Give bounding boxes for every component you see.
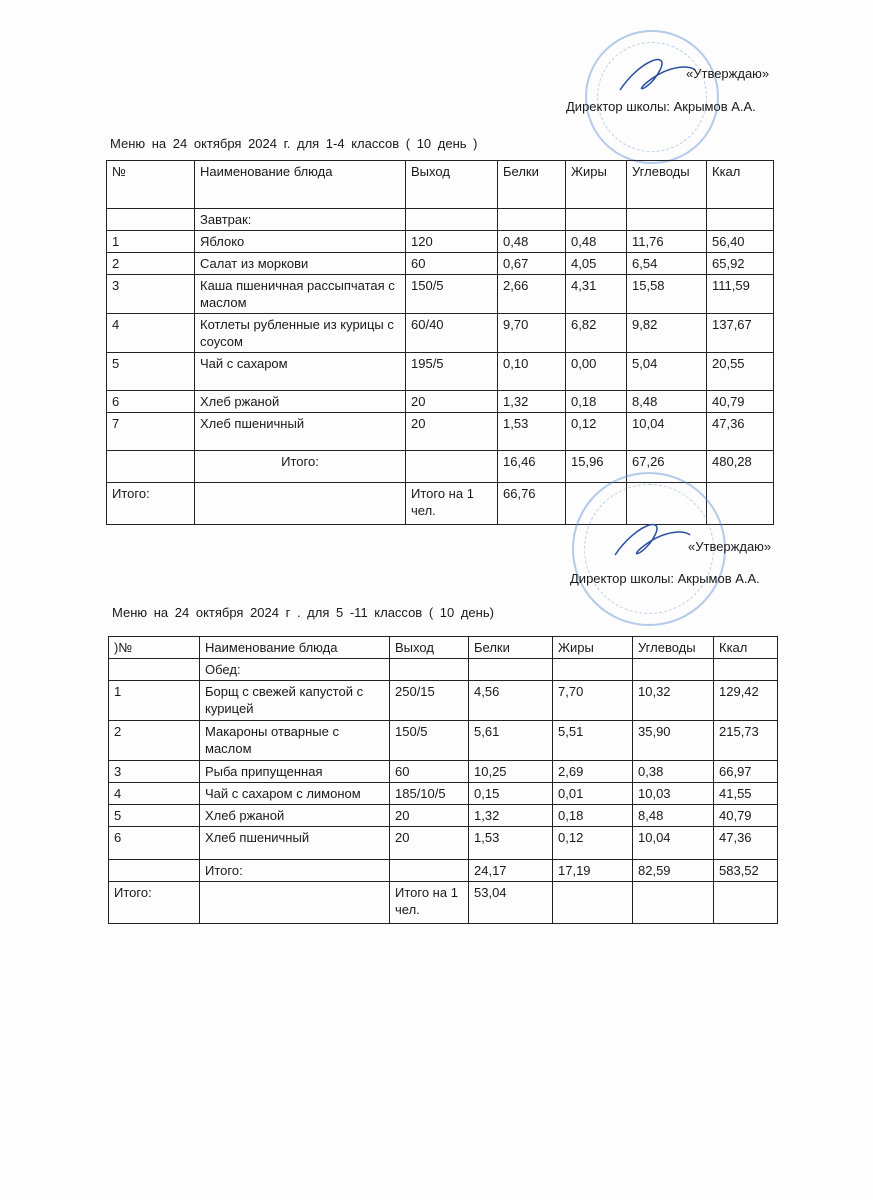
cell-number: 6 <box>109 827 200 860</box>
cell-portion: 20 <box>406 413 498 451</box>
cell-kcal: 65,92 <box>707 253 774 275</box>
header-kcal: Ккал <box>707 161 774 209</box>
cell-fats: 17,19 <box>553 860 633 882</box>
header-kcal: Ккал <box>714 637 778 659</box>
cell-dish-name: Обед: <box>200 659 390 681</box>
cell-dish-name: Итого: <box>195 451 406 483</box>
cell-fats: 0,12 <box>553 827 633 860</box>
cell-fats: 0,01 <box>553 783 633 805</box>
table-row <box>109 761 778 783</box>
cell-fats: 0,12 <box>566 413 627 451</box>
cell-portion: 60/40 <box>406 314 498 353</box>
table-row <box>107 209 774 231</box>
cell-kcal: 66,97 <box>714 761 778 783</box>
cell-number <box>109 659 200 681</box>
header-carbs: Углеводы <box>633 637 714 659</box>
cell-carbs: 67,26 <box>627 451 707 483</box>
cell-proteins: 1,53 <box>498 413 566 451</box>
cell-portion: 120 <box>406 231 498 253</box>
header-dish-name: Наименование блюда <box>200 637 390 659</box>
cell-carbs: 10,03 <box>633 783 714 805</box>
cell-number <box>107 451 195 483</box>
menu-title: Меню на 24 октября 2024 г . для 5 -11 классов ( 10 день) <box>112 605 494 620</box>
cell-proteins: 1,32 <box>498 391 566 413</box>
cell-kcal: 47,36 <box>714 827 778 860</box>
cell-carbs: 10,04 <box>633 827 714 860</box>
cell-portion: 195/5 <box>406 353 498 391</box>
cell-dish-name <box>200 882 390 924</box>
cell-portion: Итого на 1 чел. <box>406 483 498 525</box>
cell-portion: 60 <box>390 761 469 783</box>
header-row <box>109 637 778 659</box>
cell-portion: 185/10/5 <box>390 783 469 805</box>
cell-number: Итого: <box>107 483 195 525</box>
header-number: )№ <box>109 637 200 659</box>
cell-portion: 20 <box>406 391 498 413</box>
cell-fats: 2,69 <box>553 761 633 783</box>
cell-kcal: 56,40 <box>707 231 774 253</box>
cell-dish-name: Чай с сахаром с лимоном <box>200 783 390 805</box>
cell-carbs <box>627 209 707 231</box>
cell-carbs <box>633 882 714 924</box>
cell-carbs: 82,59 <box>633 860 714 882</box>
cell-proteins: 66,76 <box>498 483 566 525</box>
cell-fats: 0,48 <box>566 231 627 253</box>
cell-dish-name: Котлеты рубленные из курицы с соусом <box>195 314 406 353</box>
table-row <box>109 681 778 721</box>
cell-portion: 20 <box>390 827 469 860</box>
header-dish-name: Наименование блюда <box>195 161 406 209</box>
director-label: Директор школы: Акрымов А.А. <box>566 99 756 114</box>
table-row <box>107 413 774 451</box>
header-row <box>107 161 774 209</box>
cell-number: Итого: <box>109 882 200 924</box>
cell-carbs: 0,38 <box>633 761 714 783</box>
cell-fats: 4,31 <box>566 275 627 314</box>
cell-kcal: 41,55 <box>714 783 778 805</box>
table-row <box>109 659 778 681</box>
cell-portion: 150/5 <box>406 275 498 314</box>
cell-number: 1 <box>107 231 195 253</box>
cell-proteins: 0,10 <box>498 353 566 391</box>
cell-number: 4 <box>109 783 200 805</box>
cell-proteins: 9,70 <box>498 314 566 353</box>
approval-label: «Утверждаю» <box>686 66 770 81</box>
cell-fats: 15,96 <box>566 451 627 483</box>
cell-portion: Итого на 1 чел. <box>390 882 469 924</box>
cell-portion <box>406 451 498 483</box>
table-row <box>107 253 774 275</box>
cell-proteins <box>498 209 566 231</box>
cell-kcal: 40,79 <box>707 391 774 413</box>
cell-number: 7 <box>107 413 195 451</box>
cell-kcal <box>714 659 778 681</box>
cell-proteins: 16,46 <box>498 451 566 483</box>
cell-portion: 60 <box>406 253 498 275</box>
menu-table-5-11 <box>108 636 778 924</box>
cell-dish-name: Макароны отварные с маслом <box>200 721 390 761</box>
cell-number <box>109 860 200 882</box>
cell-dish-name: Яблоко <box>195 231 406 253</box>
cell-carbs: 10,32 <box>633 681 714 721</box>
table-row <box>109 721 778 761</box>
table-row <box>107 391 774 413</box>
cell-fats <box>553 659 633 681</box>
table-row <box>109 860 778 882</box>
director-label: Директор школы: Акрымов А.А. <box>570 571 760 586</box>
table-row <box>107 231 774 253</box>
header-proteins: Белки <box>469 637 553 659</box>
cell-carbs: 8,48 <box>633 805 714 827</box>
cell-fats: 0,18 <box>566 391 627 413</box>
header-fats: Жиры <box>566 161 627 209</box>
cell-number: 4 <box>107 314 195 353</box>
cell-proteins: 0,48 <box>498 231 566 253</box>
cell-fats: 6,82 <box>566 314 627 353</box>
cell-portion: 250/15 <box>390 681 469 721</box>
cell-number: 3 <box>109 761 200 783</box>
cell-dish-name: Салат из моркови <box>195 253 406 275</box>
cell-kcal: 40,79 <box>714 805 778 827</box>
cell-kcal: 20,55 <box>707 353 774 391</box>
cell-dish-name: Хлеб пшеничный <box>195 413 406 451</box>
cell-proteins: 24,17 <box>469 860 553 882</box>
cell-kcal: 583,52 <box>714 860 778 882</box>
cell-carbs: 35,90 <box>633 721 714 761</box>
cell-carbs: 15,58 <box>627 275 707 314</box>
table-row <box>109 783 778 805</box>
cell-number: 6 <box>107 391 195 413</box>
cell-proteins: 10,25 <box>469 761 553 783</box>
cell-number: 5 <box>107 353 195 391</box>
table-row <box>109 827 778 860</box>
cell-kcal <box>707 209 774 231</box>
cell-kcal: 129,42 <box>714 681 778 721</box>
table-row <box>109 882 778 924</box>
cell-number: 2 <box>109 721 200 761</box>
cell-proteins: 4,56 <box>469 681 553 721</box>
cell-portion <box>406 209 498 231</box>
cell-kcal: 47,36 <box>707 413 774 451</box>
cell-fats <box>566 209 627 231</box>
cell-carbs: 8,48 <box>627 391 707 413</box>
cell-dish-name: Хлеб ржаной <box>195 391 406 413</box>
table-row <box>107 275 774 314</box>
cell-dish-name <box>195 483 406 525</box>
cell-number: 1 <box>109 681 200 721</box>
cell-proteins: 1,53 <box>469 827 553 860</box>
cell-portion <box>390 860 469 882</box>
header-number: № <box>107 161 195 209</box>
cell-fats: 4,05 <box>566 253 627 275</box>
cell-dish-name: Борщ с свежей капустой с курицей <box>200 681 390 721</box>
cell-portion <box>390 659 469 681</box>
signature-icon <box>605 515 695 565</box>
cell-dish-name: Итого: <box>200 860 390 882</box>
cell-proteins: 5,61 <box>469 721 553 761</box>
cell-carbs: 10,04 <box>627 413 707 451</box>
header-portion: Выход <box>390 637 469 659</box>
cell-dish-name: Чай с сахаром <box>195 353 406 391</box>
cell-carbs: 6,54 <box>627 253 707 275</box>
cell-portion: 20 <box>390 805 469 827</box>
cell-proteins: 53,04 <box>469 882 553 924</box>
cell-dish-name: Рыба припущенная <box>200 761 390 783</box>
cell-carbs: 11,76 <box>627 231 707 253</box>
cell-kcal <box>714 882 778 924</box>
header-proteins: Белки <box>498 161 566 209</box>
menu-title: Меню на 24 октября 2024 г. для 1-4 классов ( 10 день ) <box>110 136 478 151</box>
cell-kcal: 137,67 <box>707 314 774 353</box>
cell-carbs: 5,04 <box>627 353 707 391</box>
menu-table-1-4 <box>106 160 774 525</box>
cell-proteins: 0,67 <box>498 253 566 275</box>
cell-dish-name: Хлеб пшеничный <box>200 827 390 860</box>
cell-portion: 150/5 <box>390 721 469 761</box>
cell-number: 5 <box>109 805 200 827</box>
cell-kcal: 111,59 <box>707 275 774 314</box>
cell-fats: 7,70 <box>553 681 633 721</box>
cell-proteins: 0,15 <box>469 783 553 805</box>
cell-carbs <box>633 659 714 681</box>
cell-fats <box>553 882 633 924</box>
cell-kcal: 215,73 <box>714 721 778 761</box>
cell-number <box>107 209 195 231</box>
table-row <box>109 805 778 827</box>
cell-proteins: 1,32 <box>469 805 553 827</box>
cell-dish-name: Каша пшеничная рассыпчатая с маслом <box>195 275 406 314</box>
cell-fats: 0,00 <box>566 353 627 391</box>
cell-kcal: 480,28 <box>707 451 774 483</box>
cell-fats: 0,18 <box>553 805 633 827</box>
cell-fats: 5,51 <box>553 721 633 761</box>
table-row <box>107 314 774 353</box>
header-fats: Жиры <box>553 637 633 659</box>
header-carbs: Углеводы <box>627 161 707 209</box>
cell-proteins <box>469 659 553 681</box>
cell-carbs: 9,82 <box>627 314 707 353</box>
approval-label: «Утверждаю» <box>688 539 772 554</box>
table-row <box>107 353 774 391</box>
cell-proteins: 2,66 <box>498 275 566 314</box>
cell-number: 2 <box>107 253 195 275</box>
cell-dish-name: Завтрак: <box>195 209 406 231</box>
header-portion: Выход <box>406 161 498 209</box>
cell-dish-name: Хлеб ржаной <box>200 805 390 827</box>
cell-number: 3 <box>107 275 195 314</box>
